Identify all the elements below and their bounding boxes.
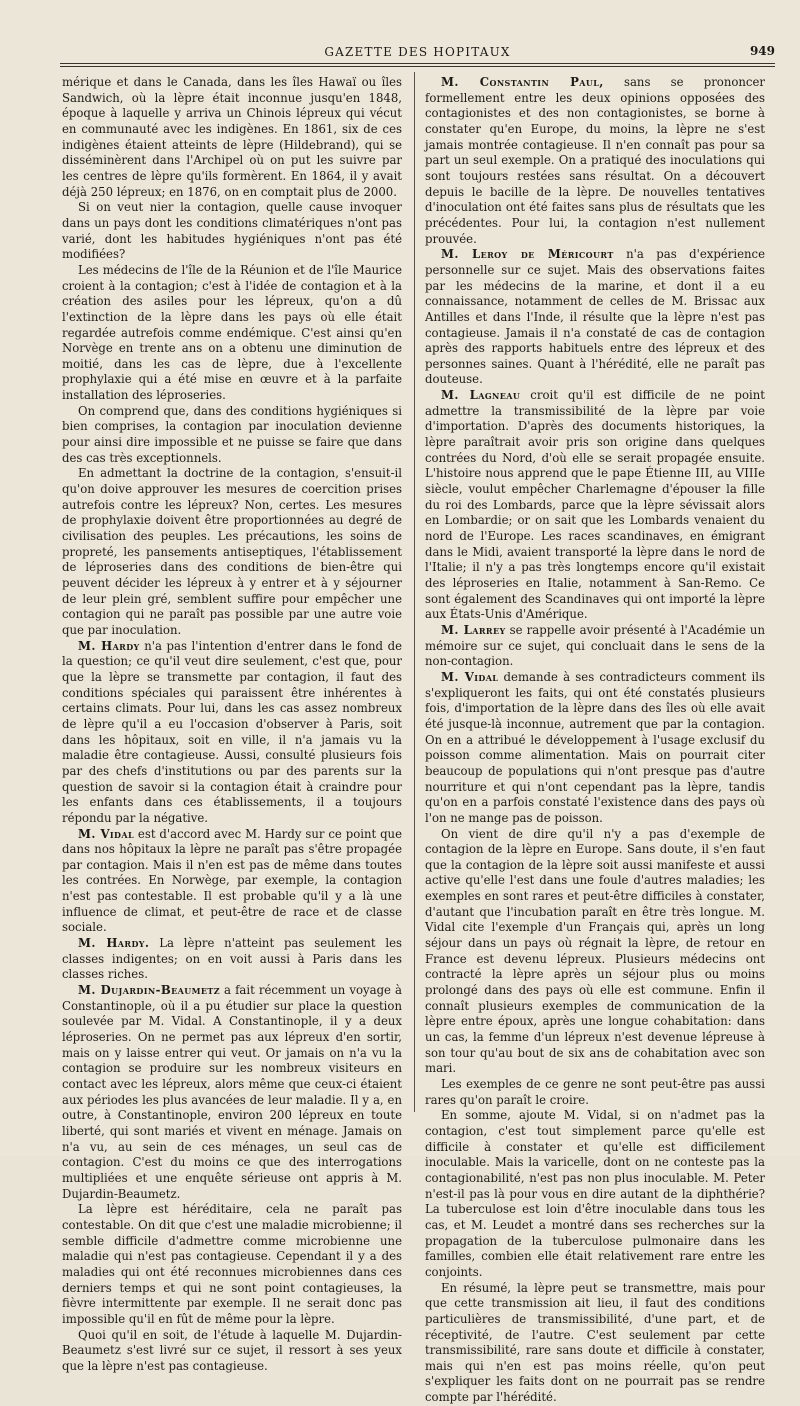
paragraph-text: mérique et dans le Canada, dans les îles Hawaï ou îles Sandwich, où la lèpre était inconnue jusqu'en 1848, époque à laquelle y arriva un Chinois lépreux qui vécut en communauté avec les indigènes. En 1861, six de ces indigènes étaient atteints de lèpre (Hildebrand), qui se disséminèrent dans l'Archipel où on put les suivre par les centres de lèpre qu'ils formèrent. En 1864, il y avait déjà 250 lépreux; en 1876, on en comptait plus de 2000. xyxy=(62,75,402,199)
right-column xyxy=(425,75,765,1405)
speaker-name: M. Vidal xyxy=(78,826,135,841)
paragraph xyxy=(62,1202,402,1327)
paragraph xyxy=(62,466,402,638)
header-rule xyxy=(60,63,775,64)
speaker-name: M. Hardy xyxy=(78,638,140,653)
column-divider xyxy=(414,72,415,1112)
speaker-name: M. Lagneau xyxy=(441,388,521,403)
paragraph-text: demande à ses contradicteurs comment ils s'expliqueront les faits, qui ont été constatés plusieurs fois, d'importation de la lèpre dans des îles où elle avait été jusque-là inconnue, autrement que par la contagion. On en a attribué le développement à l'usage exclusif du poisson comme alimentation. Mais on pourrait citer beaucoup de populations qui n'ont presque pas d'autre nourriture et qui n'ont cependant pas la lèpre, tandis qu'on en a parfois constaté l'existence dans des pays où l'on ne mange pas de poisson. xyxy=(425,669,765,825)
speaker-name: M. Larrey xyxy=(441,622,506,637)
paragraph-text: En résumé, la lèpre peut se transmettre, mais pour que cette transmission ait lieu, il faut des conditions particulières de transmissibilité, d'une part, et de réceptivité, de l'autre. C'est seulement par cette transmissibilité, rare sans doute et difficile à constater, mais qui n'en est pas moins réelle, qu'on peut s'expliquer les faits dont on ne pourrait pas se rendre compte par l'hérédité. xyxy=(425,1280,765,1405)
page-header xyxy=(60,40,775,62)
speaker-name: M. Dujardin-Beaumetz xyxy=(78,983,220,998)
paragraph-text: est d'accord avec M. Hardy sur ce point que dans nos hôpitaux la lèpre ne paraît pas s'être propagée par contagion. Mais il n'en est pas de même dans toutes les contrées. En Norwège, par exemple, la contagion n'est pas contestable. Il est probable qu'il y a là une influence de climat, et peut-être de race et de classe sociale. xyxy=(62,826,402,935)
paragraph-text: La lèpre n'atteint pas seulement les classes indigentes; on en voit aussi à Paris dans les classes riches. xyxy=(62,936,402,982)
paragraph xyxy=(62,200,402,263)
paragraph xyxy=(425,1077,765,1108)
paragraph xyxy=(425,827,765,1078)
paragraph xyxy=(62,983,402,1202)
paragraph xyxy=(62,639,402,827)
paragraph-text: La lèpre est héréditaire, cela ne paraît pas contestable. On dit que c'est une maladie microbienne; il semble difficile d'admettre comme microbienne une maladie qui n'est pas contagieuse. Cependant il y a des maladies qui ont été reconnues microbiennes dans ces derniers temps et qui ne sont point contagieuses, la fièvre intermittente par exemple. Il ne serait donc pas impossible qu'il en fût de même pour la lèpre. xyxy=(62,1202,402,1326)
paragraph-text: n'a pas d'expérience personnelle sur ce sujet. Mais des observations faites par les médecins de la marine, et dont il a eu connaissance, notamment de celles de M. Brissac aux Antilles et dans l'Inde, il résulte que la lèpre n'est pas contagieuse. Jamais il n'a constaté de cas de contagion après des rapports habituels entre des lépreux et des personnes saines. Quant à l'hérédité, elle ne paraît pas douteuse. xyxy=(425,247,765,387)
paragraph-text: On comprend que, dans des conditions hygiéniques si bien comprises, la contagion par inoculation devienne pour ainsi dire impossible et ne puisse se faire que dans des cas très exceptionnels. xyxy=(62,403,402,465)
paragraph xyxy=(62,936,402,983)
paragraph xyxy=(425,1108,765,1280)
paragraph xyxy=(425,1281,765,1406)
left-column xyxy=(62,75,403,1373)
paragraph-text: sans se prononcer formellement entre les deux opinions opposées des contagionistes et des non contagionistes, se borne à constater qu'en Europe, du moins, la lèpre ne s'est jamais montrée contagieuse. Il n'en connaît pas pour sa part un seul exemple. On a pratiqué des inoculations qui sont toujours restées sans résultat. On a découvert depuis le bacille de la lèpre. De nouvelles tentatives d'inoculation ont été faites sans plus de résultats que les précédentes. Pour lui, la contagion n'est nullement prouvée. xyxy=(425,75,765,246)
paragraph-text: En somme, ajoute M. Vidal, si on n'admet pas la contagion, c'est tout simplement parce qu'elle est difficile à constater et qu'elle est difficilement inoculable. Mais la varicelle, dont on ne conteste pas la contagionabilité, n'est pas non plus inoculable. M. Peter n'est-il pas là pour vous en dire autant de la diphthérie? La tuberculose est loin d'être inoculable dans tous les cas, et M. Leudet a montré dans ses recherches sur la propagation de la tuberculose pulmonaire dans les familles, combien elle était relativement rare entre les conjoints. xyxy=(425,1108,765,1279)
header-rule-double xyxy=(60,66,775,67)
paragraph-text: Les médecins de l'île de la Réunion et de l'île Maurice croient à la contagion; c'est à l'idée de contagion et à la création des asiles pour les lépreux, qu'on a dû l'extinction de la lèpre dans les pays où elle était regardée autrefois comme endémique. C'est ainsi qu'en Norvège en trente ans on a obtenu une diminution de moitié, dans les cas de lèpre, due à l'excellente prophylaxie qui a été mise en œuvre et à la parfaite installation des léproseries. xyxy=(62,262,402,403)
paragraph-text: Si on veut nier la contagion, quelle cause invoquer dans un pays dont les conditions climatériques n'ont pas varié, dont les habitudes hygiéniques n'ont pas été modifiées? xyxy=(62,200,402,262)
paragraph xyxy=(425,388,765,623)
paragraph xyxy=(425,75,765,247)
paragraph xyxy=(62,75,402,200)
paragraph xyxy=(62,827,402,937)
speaker-name: M. Vidal xyxy=(441,669,499,684)
paragraph-text: croit qu'il est difficile de ne point admettre la transmissibilité de la lèpre par voie d'importation. D'après des documents historiques, la lèpre paraîtrait avoir pris son origine dans quelques contrées du Nord, d'où elle se serait propagée ensuite. L'histoire nous apprend que le pape Étienne III, au VIIIe siècle, voulut empêcher Charlemagne d'épouser la fille du roi des Lombards, parce que la lèpre sévissait alors en Lombardie; or on sait que les Lombards venaient du nord de l'Europe. Les races scandinaves, en émigrant dans le Midi, avaient transporté la lèpre dans le nord de l'Italie; il n'y a pas très longtemps encore qu'il existait des léproseries en Italie, notamment à San-Remo. Ce sont également des Scandinaves qui ont importé la lèpre aux États-Unis d'Amérique. xyxy=(425,388,765,622)
page-number: 949 xyxy=(749,44,775,58)
paragraph xyxy=(425,623,765,670)
paragraph-text: Quoi qu'il en soit, de l'étude à laquelle M. Dujardin-Beaumetz s'est livré sur ce sujet, il ressort à ses yeux que la lèpre n'est pas contagieuse. xyxy=(62,1327,402,1373)
paragraph-text: On vient de dire qu'il n'y a pas d'exemple de contagion de la lèpre en Europe. Sans doute, il s'en faut que la contagion de la lèpre soit aussi manifeste et aussi active qu'elle l'est dans une foule d'autres maladies; les exemples en sont rares et peut-être difficiles à constater, d'autant que l'incubation paraît en être très longue. M. Vidal cite l'exemple d'un Français qui, après un long séjour dans un pays où régnait la lèpre, de retour en France est devenu lépreux. Plusieurs médecins ont contracté la lèpre après un séjour plus ou moins prolongé dans des pays où elle est commune. Enfin il connaît plusieurs exemples de communication de la lèpre entre époux, après une longue cohabitation: dans un cas, la femme d'un lépreux n'est devenue lépreuse à son tour qu'au bout de six ans de cohabitation avec son mari. xyxy=(425,826,765,1076)
paragraph-text: se rappelle avoir présenté à l'Académie un mémoire sur ce sujet, qui concluait dans le sens de la non-contagion. xyxy=(425,622,765,669)
speaker-name: M. Hardy. xyxy=(78,936,150,951)
speaker-name: M. Constantin Paul, xyxy=(441,75,604,89)
paragraph xyxy=(62,263,402,404)
paragraph-text: Les exemples de ce genre ne sont peut-être pas aussi rares qu'on paraît le croire. xyxy=(425,1077,765,1107)
paragraph-text: a fait récemment un voyage à Constantinople, où il a pu étudier sur place la question soulevée par M. Vidal. A Constantinople, il y a deux léproseries. On ne permet pas aux lépreux d'en sortir, mais on y laisse entrer qui veut. Or jamais on n'a vu la contagion se produire sur les nombreux visiteurs en contact avec les lépreux, alors même que ceux-ci étaient aux périodes les plus avancées de leur maladie. Il y a, en outre, à Constantinople, environ 200 lépreux en toute liberté, qui sont mariés et vivent en ménage. Jamais on n'a vu, au sein de ces ménages, un seul cas de contagion. C'est du moins ce que des interrogations multipliées et une enquête sérieuse ont appris à M. Dujardin-Beaumetz. xyxy=(62,983,403,1201)
journal-title: GAZETTE DES HOPITAUX xyxy=(324,45,511,59)
paragraph xyxy=(425,247,765,388)
paragraph xyxy=(62,1328,402,1375)
paragraph-text: En admettant la doctrine de la contagion, s'ensuit-il qu'on doive approuver les mesures de coercition prises autrefois contre les lépreux? Non, certes. Les mesures de prophylaxie doivent être proportionnées au degré de civilisation des peuples. Les précautions, les soins de propreté, les pansements antiseptiques, l'établissement de léproseries dans des conditions de bien-être qui peuvent décider les lépreux à y entrer et à y séjourner de leur plein gré, semblent suffire pour empêcher une contagion qui ne paraît pas possible par une autre voie que par inoculation. xyxy=(62,466,402,637)
paragraph-text: n'a pas l'intention d'entrer dans le fond de la question; ce qu'il veut dire seulement, c'est que, pour que la lèpre se transmette par contagion, il faut des conditions spéciales qui paraissent être inhérentes à certains climats. Pour lui, dans les cas assez nombreux de lèpre qu'il a eu l'occasion d'observer à Paris, soit dans les hôpitaux, soit en ville, il n'a jamais vu la maladie être contagieuse. Aussi, consulté plusieurs fois par des chefs d'institutions ou par des parents sur la question de savoir si la contagion était à craindre pour les enfants dans ces établissements, il a toujours répondu par la négative. xyxy=(62,638,402,825)
paragraph xyxy=(62,404,402,467)
paragraph xyxy=(425,670,765,827)
speaker-name: M. Leroy de Méricourt xyxy=(441,247,614,262)
